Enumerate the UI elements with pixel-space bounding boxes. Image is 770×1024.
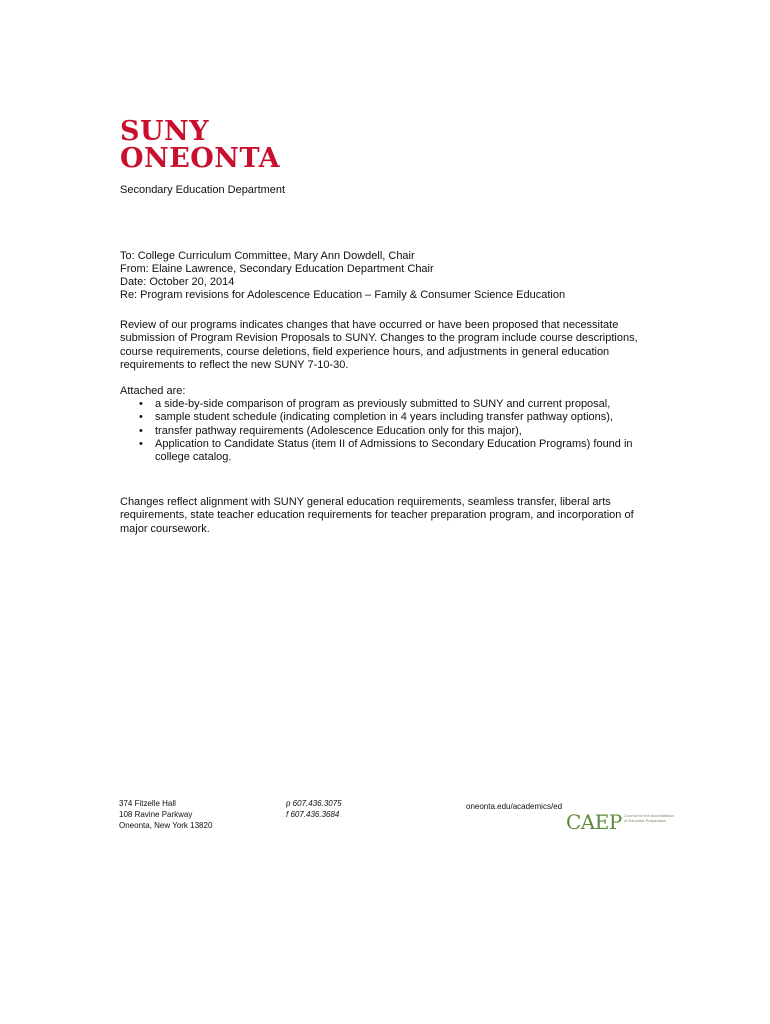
phone-number: p 607.436.3075 xyxy=(286,799,342,808)
attachment-list xyxy=(139,398,659,464)
list-item-text: sample student schedule (indicating completion in 4 years including transfer pathway options), xyxy=(155,411,613,424)
bullet-icon: • xyxy=(139,398,143,410)
footer-website-link[interactable]: oneonta.edu/academics/ed xyxy=(466,802,563,811)
memo-header xyxy=(120,250,660,302)
list-item xyxy=(139,411,659,424)
caep-wordmark-text: CAEP xyxy=(566,810,622,834)
memo-to: To: College Curriculum Committee, Mary Ann Dowdell, Chair xyxy=(120,250,415,262)
fax-number: f 607.436.3684 xyxy=(286,810,340,819)
list-item xyxy=(139,425,659,438)
bullet-icon: • xyxy=(139,437,143,450)
bullet-icon: • xyxy=(139,424,143,437)
caep-tagline: Council for the Accreditation of Educator Preparation xyxy=(624,813,674,823)
caep-wordmark xyxy=(566,810,622,834)
memo-date: Date: October 20, 2014 xyxy=(120,276,235,288)
logo-line-1: SUNY xyxy=(120,116,209,147)
address-line: Oneonta, New York 13820 xyxy=(119,821,213,830)
memo-from: From: Elaine Lawrence, Secondary Education Department Chair xyxy=(120,263,434,275)
footer-address xyxy=(119,798,212,831)
memo-re: Re: Program revisions for Adolescence Education – Family & Consumer Science Education xyxy=(120,289,566,301)
list-item xyxy=(139,438,659,465)
body-paragraph-1: Review of our programs indicates changes that have occurred or have been proposed that necessitate submission of Program Revision Proposals to SUNY. Changes to the program include course descriptions, course requirements, course deletions, field experience hours, and adjustments in general education requirements to reflect the new SUNY 7-10-30. xyxy=(120,319,638,371)
list-item xyxy=(139,398,659,411)
address-line: 374 Fitzelle Hall xyxy=(119,799,176,808)
list-item-text: Application to Candidate Status (item II of Admissions to Secondary Education Programs) found in college catalog. xyxy=(155,437,633,464)
department-name: Secondary Education Department xyxy=(120,184,286,196)
address-line: 108 Ravine Parkway xyxy=(119,810,193,819)
list-item-text: transfer pathway requirements (Adolescence Education only for this major), xyxy=(155,424,522,437)
logo-line-2: ONEONTA xyxy=(120,143,281,174)
list-item-text: a side-by-side comparison of program as previously submitted to SUNY and current proposal, xyxy=(155,398,611,410)
body-paragraph-2: Changes reflect alignment with SUNY general education requirements, seamless transfer, liberal arts requirements, state teacher education requirements for teacher preparation program, and incorporation of major coursework. xyxy=(120,496,634,535)
caep-logo xyxy=(566,810,676,836)
attached-heading: Attached are: xyxy=(120,385,186,397)
footer-phones xyxy=(286,798,342,820)
suny-oneonta-logo xyxy=(120,118,290,172)
bullet-icon: • xyxy=(139,411,143,424)
